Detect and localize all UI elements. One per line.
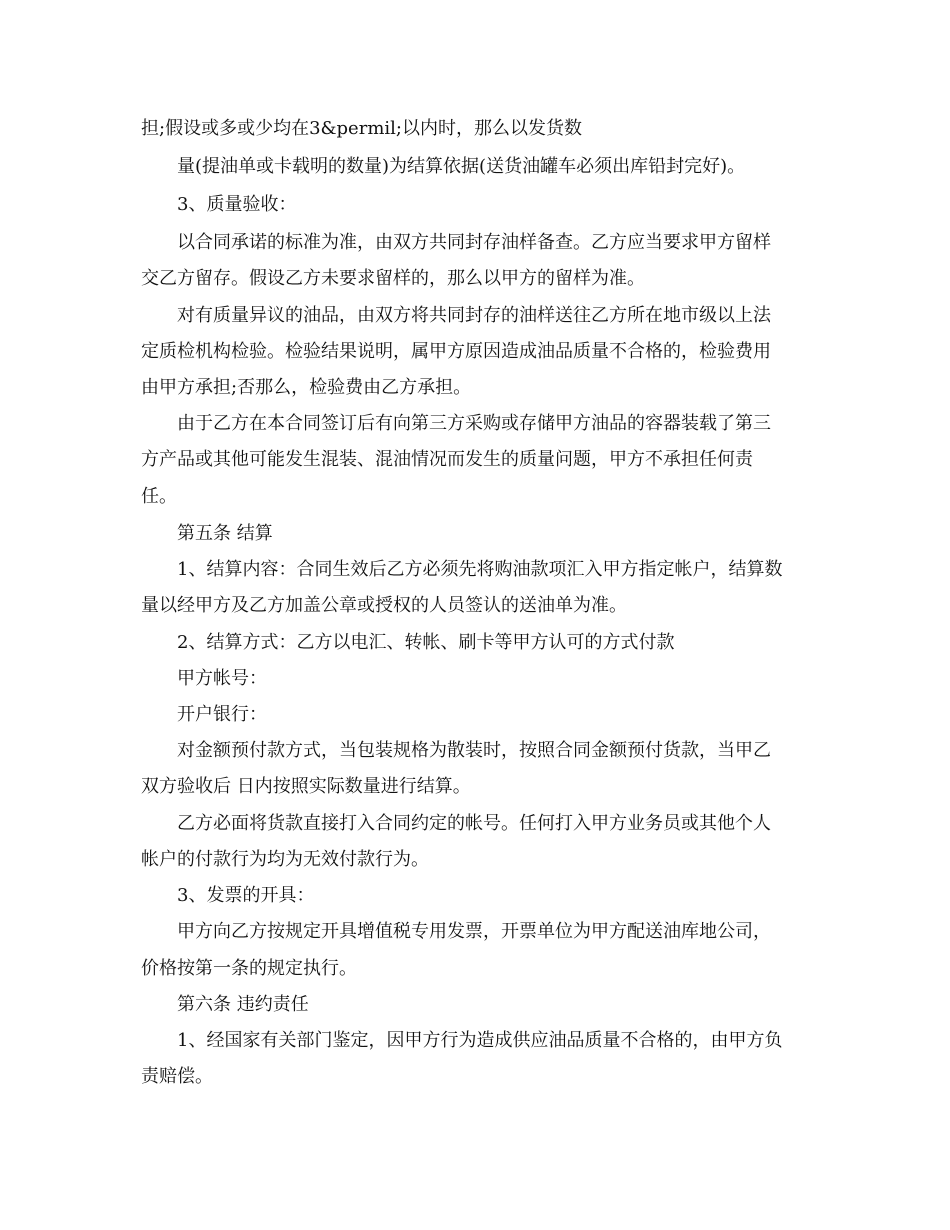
text-line-26: 1、经国家有关部门鉴定，因甲方行为造成供应油品质量不合格的，由甲方负 [177,1030,783,1051]
text-line-8: 由甲方承担;否那么，检验费由乙方承担。 [141,377,472,398]
text-line-9: 由于乙方在本合同签订后有向第三方采购或存储甲方油品的容器装载了第三 [177,413,771,434]
text-line-27: 责赔偿。 [141,1066,213,1087]
text-line-2: 量(提油单或卡载明的数量)为结算依据(送货油罐车必须出库铅封完好)。 [177,156,746,177]
text-line-14: 量以经甲方及乙方加盖公章或授权的人员签认的送油单为准。 [141,595,627,616]
text-line-12: 第五条 结算 [177,523,273,544]
text-line-24: 价格按第一条的规定执行。 [141,958,357,979]
text-line-1: 担;假设或多或少均在3&permil;以内时，那么以发货数 [141,118,582,139]
text-line-17: 开户银行： [177,704,267,725]
text-line-4: 以合同承诺的标准为准，由双方共同封存油样备查。乙方应当要求甲方留样 [177,232,771,253]
text-line-25: 第六条 违约责任 [177,994,309,1015]
text-line-15: 2、结算方式：乙方以电汇、转帐、刷卡等甲方认可的方式付款 [177,632,675,653]
text-line-21: 帐户的付款行为均为无效付款行为。 [141,849,429,870]
text-line-22: 3、发票的开具： [177,885,315,906]
text-line-18: 对金额预付款方式，当包装规格为散装时，按照合同金额预付货款，当甲乙 [177,740,771,761]
text-line-5: 交乙方留存。假设乙方未要求留样的，那么以甲方的留样为准。 [141,268,645,289]
text-line-13: 1、结算内容：合同生效后乙方必须先将购油款项汇入甲方指定帐户，结算数 [177,559,783,580]
text-line-7: 定质检机构检验。检验结果说明，属甲方原因造成油品质量不合格的，检验费用 [141,341,771,362]
text-line-16: 甲方帐号： [177,668,267,689]
text-line-19: 双方验收后 日内按照实际数量进行结算。 [141,776,471,797]
text-line-3: 3、质量验收： [177,194,297,215]
text-line-11: 任。 [141,486,177,507]
text-line-20: 乙方必面将货款直接打入合同约定的帐号。任何打入甲方业务员或其他个人 [177,813,771,834]
text-line-6: 对有质量异议的油品，由双方将共同封存的油样送往乙方所在地市级以上法 [177,305,771,326]
text-line-23: 甲方向乙方按规定开具增值税专用发票，开票单位为甲方配送油库地公司， [177,921,771,942]
text-line-10: 方产品或其他可能发生混装、混油情况而发生的质量问题，甲方不承担任何责 [141,449,753,470]
